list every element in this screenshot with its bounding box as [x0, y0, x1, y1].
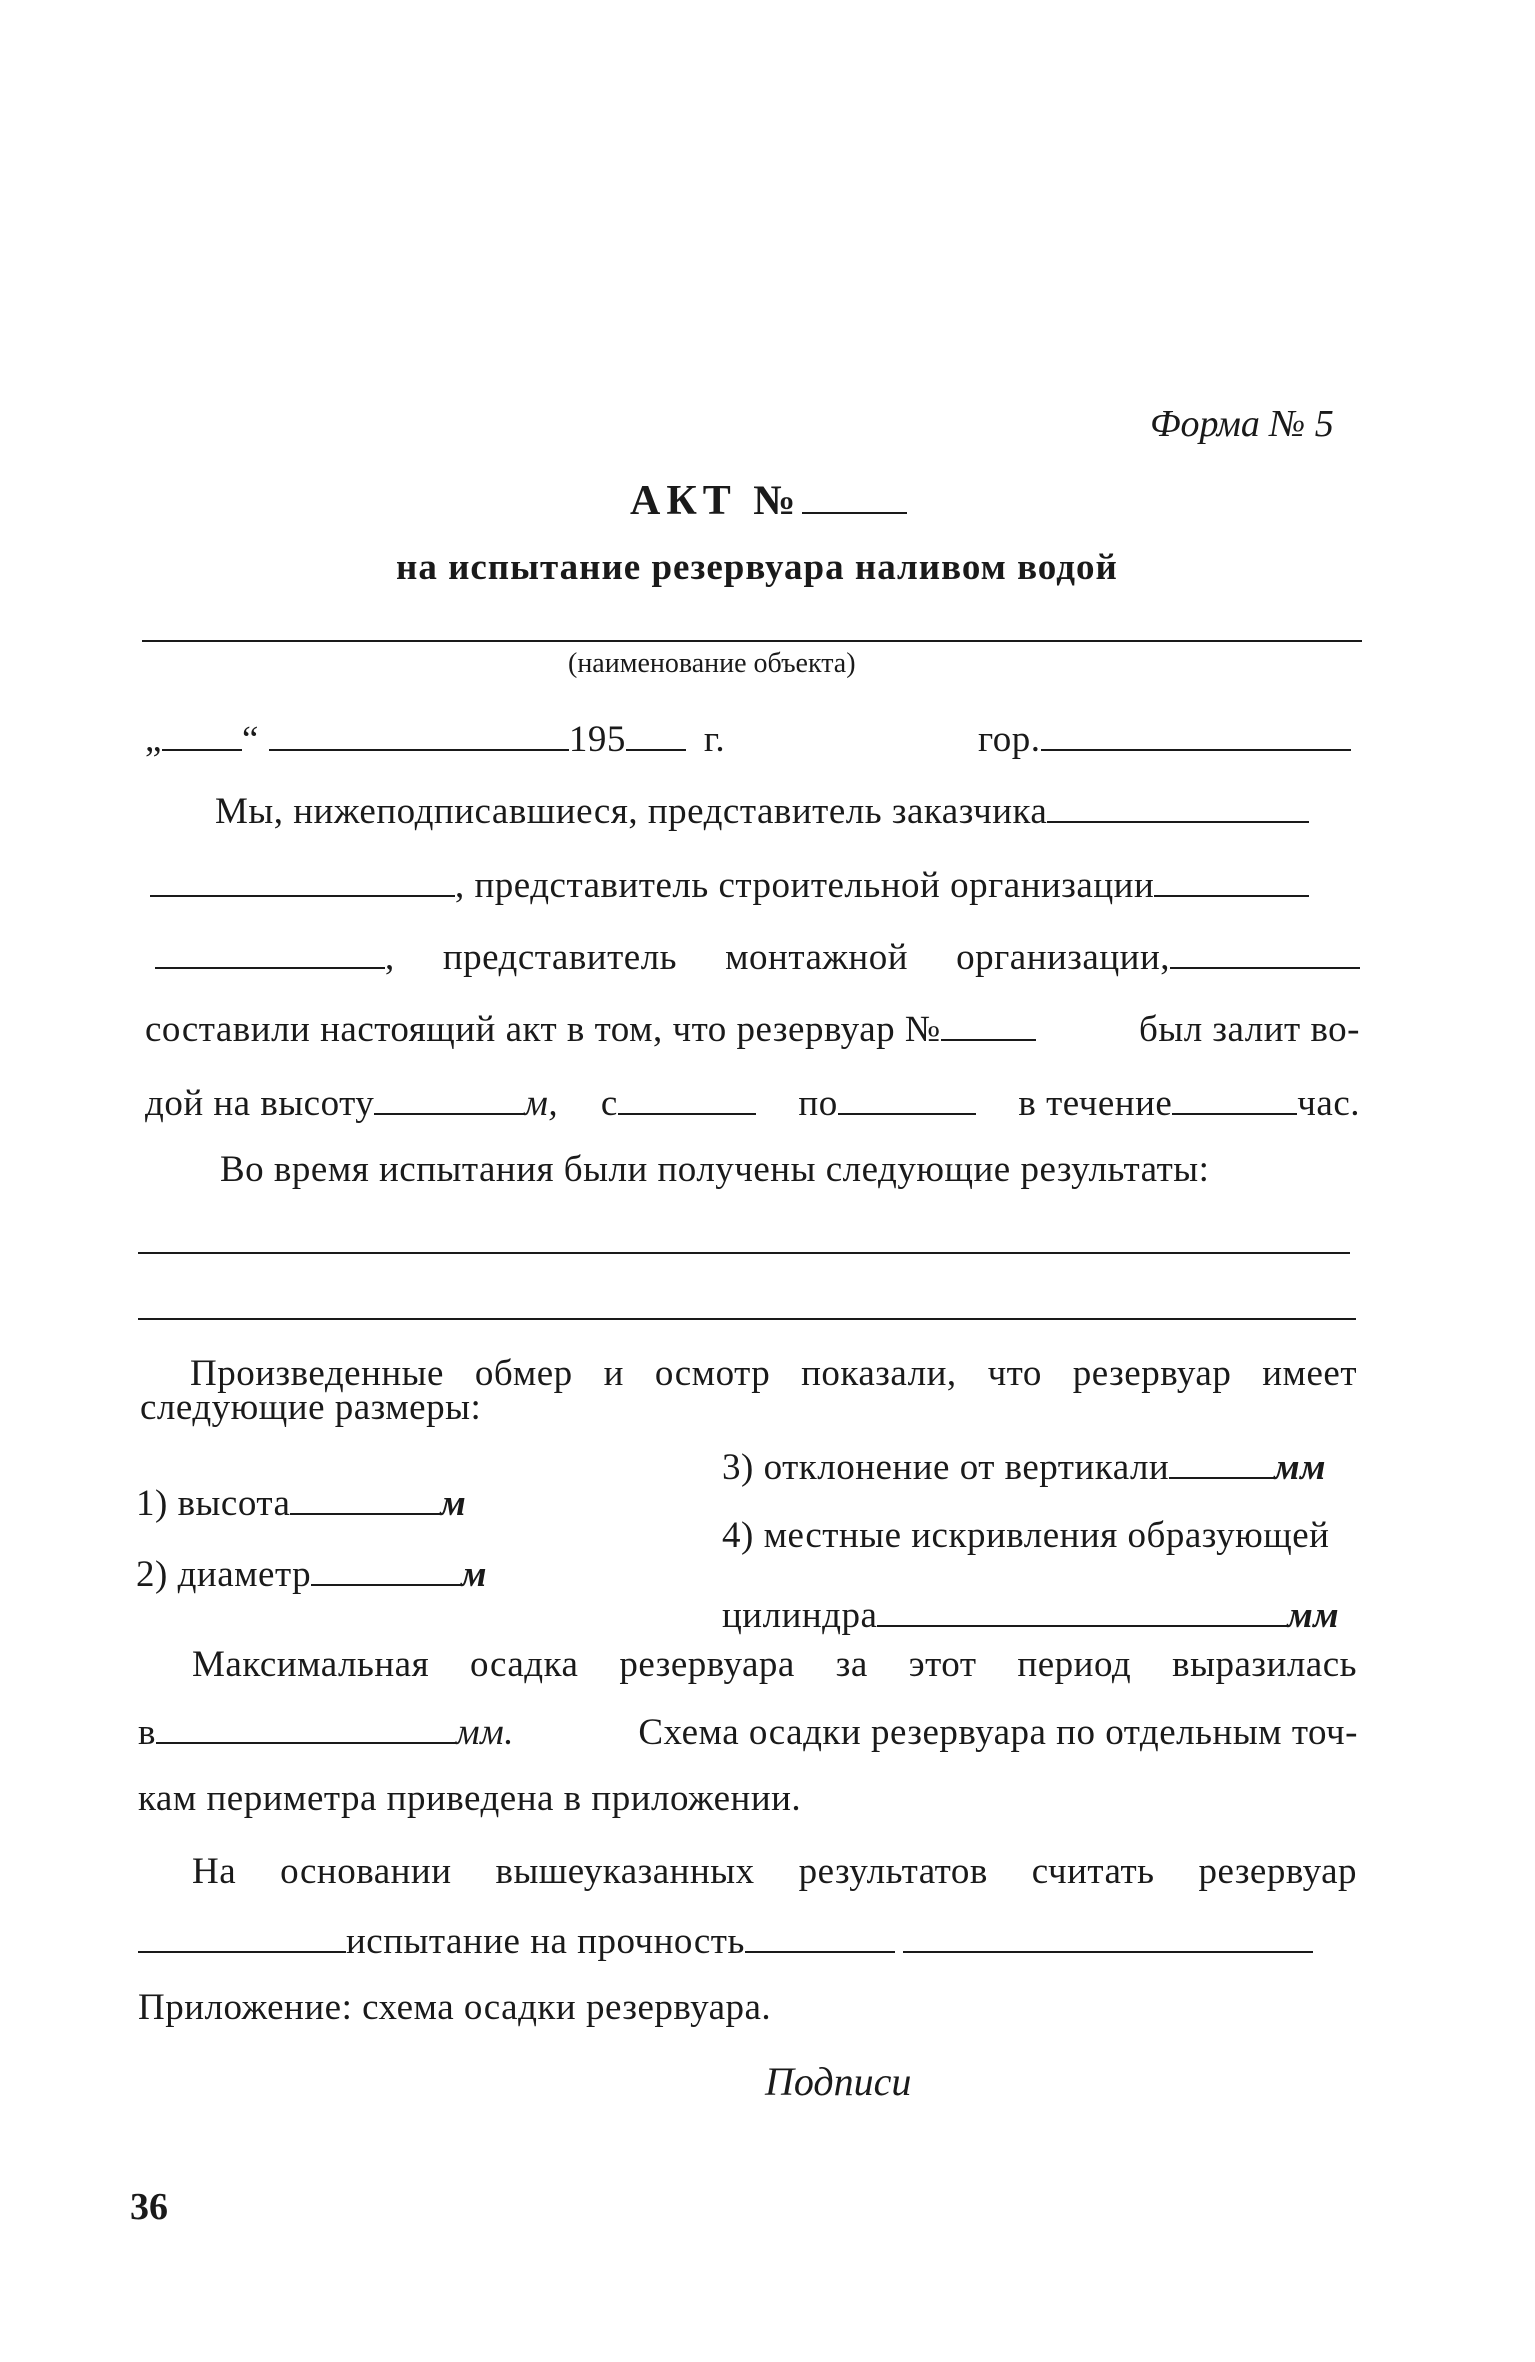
duration-blank[interactable] [1172, 1076, 1297, 1115]
item1-unit: м [440, 1483, 467, 1524]
settle-line3: кам периметра приведена в приложении. [138, 1778, 802, 1819]
tank-number-blank[interactable] [941, 1002, 1036, 1041]
p1-line3 [155, 930, 1360, 979]
fill-height-blank[interactable] [374, 1076, 524, 1115]
height-group [145, 1076, 558, 1125]
act-title-text: АКТ № [630, 478, 802, 524]
city-line [978, 712, 1351, 761]
item3-label: 3) отклонение от вертикали [722, 1447, 1170, 1488]
settle-line1-text: Максимальная осадка резервуара за этот период выразилась [192, 1644, 1357, 1685]
to-date-blank[interactable] [838, 1076, 976, 1115]
settle-line2b: Схема осадки резервуара по отдельным точ- [638, 1712, 1358, 1753]
customer-rep-blank-cont[interactable] [150, 858, 455, 897]
date-open-quote: „ [145, 719, 162, 760]
attachment-note: Приложение: схема осадки резервуара. [138, 1987, 772, 2028]
date-close-quote: “ [241, 719, 259, 760]
item4-label: 4) местные искривления образующей [722, 1515, 1330, 1556]
builder-rep-blank-cont[interactable] [155, 930, 385, 969]
settle-line1 [192, 1643, 1357, 1686]
p1-line4 [145, 1002, 1360, 1051]
form-number-label: Форма № 5 [1150, 403, 1334, 445]
settle-line2a: в [138, 1712, 156, 1753]
day-blank[interactable] [162, 712, 242, 751]
from-date-blank[interactable] [618, 1076, 756, 1115]
act-subtitle: на испытание резервуара наливом водой [396, 547, 1118, 588]
installer-rep-blank[interactable] [1170, 930, 1360, 969]
item4b-line [722, 1588, 1339, 1637]
verdict-blank[interactable] [138, 1914, 346, 1953]
measured-diameter-blank[interactable] [311, 1547, 461, 1586]
p1-line5s: с [600, 1083, 618, 1124]
builder-rep-blank[interactable] [1154, 858, 1309, 897]
item3-unit: мм [1274, 1447, 1326, 1488]
measure-intro-line2: следующие размеры: [140, 1387, 482, 1428]
act-title [630, 470, 907, 525]
p1-line5v: в течение [1018, 1083, 1173, 1124]
item4-unit: мм [1287, 1595, 1340, 1636]
duration-group [1018, 1076, 1360, 1125]
installer-rep-group [956, 930, 1360, 979]
from-group [601, 1076, 756, 1125]
p1-line3c: монтажной [725, 937, 909, 978]
p1-line5 [145, 1076, 1360, 1125]
p1-line5a: дой на высоту [145, 1083, 375, 1124]
measure-intro1: Произведенные обмер и осмотр показали, что резервуар имеет [190, 1353, 1357, 1394]
p1-line3b: представитель [442, 937, 678, 978]
p1-line2 [150, 858, 1309, 907]
item2-unit: м [461, 1554, 487, 1595]
date-line [145, 712, 725, 761]
results-heading: Во время испытания были получены следующие результаты: [220, 1149, 1210, 1190]
builder-rep-blank-cont-group [155, 930, 395, 979]
page-number: 36 [130, 2186, 168, 2228]
p1-line5-unit: м, [524, 1083, 559, 1124]
conclusion-line2 [138, 1914, 1313, 1963]
conclusion-line1 [192, 1850, 1357, 1893]
year-blank[interactable] [626, 712, 686, 751]
p1-line3d: организации, [956, 937, 1170, 978]
settle-value-group [138, 1705, 514, 1754]
p1-line4a-group [145, 1002, 1036, 1051]
results-line-1[interactable] [138, 1252, 1350, 1254]
item3-line [722, 1440, 1326, 1489]
results-line-2[interactable] [138, 1318, 1356, 1320]
object-name-caption: (наименование объекта) [568, 648, 856, 679]
strength-test-blank-1[interactable] [745, 1914, 895, 1953]
customer-rep-blank[interactable] [1047, 784, 1309, 823]
year-prefix: 195 [568, 719, 626, 760]
item2-label: 2) диаметр [136, 1554, 312, 1595]
measured-height-blank[interactable] [290, 1476, 440, 1515]
p1-line3a: , [385, 937, 395, 978]
p1-line2-text: , представитель строительной организации [455, 865, 1155, 906]
strength-test-blank-2[interactable] [903, 1914, 1313, 1953]
year-suffix: г. [703, 719, 726, 760]
to-group [798, 1076, 975, 1125]
conclusion-line1-text: На основании вышеуказанных результатов считать резервуар [192, 1851, 1357, 1892]
item4-line [722, 1514, 1329, 1557]
item1-line [136, 1476, 466, 1525]
item4b-label: цилиндра [722, 1595, 878, 1636]
city-blank[interactable] [1041, 712, 1351, 751]
p1-line5h: час. [1297, 1083, 1360, 1124]
p1-line1 [215, 784, 1309, 833]
p1-line1-text: Мы, нижеподписавшиеся, представитель заказчика [215, 791, 1048, 832]
act-number-blank[interactable] [802, 470, 907, 514]
month-blank[interactable] [269, 712, 569, 751]
p1-line5po: по [798, 1083, 838, 1124]
vertical-deviation-blank[interactable] [1169, 1440, 1274, 1479]
city-label: гор. [978, 719, 1041, 760]
object-name-line[interactable] [142, 640, 1362, 642]
settle-unit: мм. [455, 1712, 514, 1753]
item1-label: 1) высота [136, 1483, 291, 1524]
p1-line4a: составили настоящий акт в том, что резервуар № [145, 1009, 941, 1050]
max-settlement-blank[interactable] [156, 1705, 456, 1744]
conclusion-line2-text: испытание на прочность [346, 1921, 745, 1962]
settle-line2 [138, 1705, 1358, 1754]
curvature-blank[interactable] [877, 1588, 1287, 1627]
signatures-label: Подписи [765, 2059, 912, 2104]
p1-line4b: был залит во- [1139, 1009, 1360, 1050]
item2-line [136, 1547, 487, 1596]
